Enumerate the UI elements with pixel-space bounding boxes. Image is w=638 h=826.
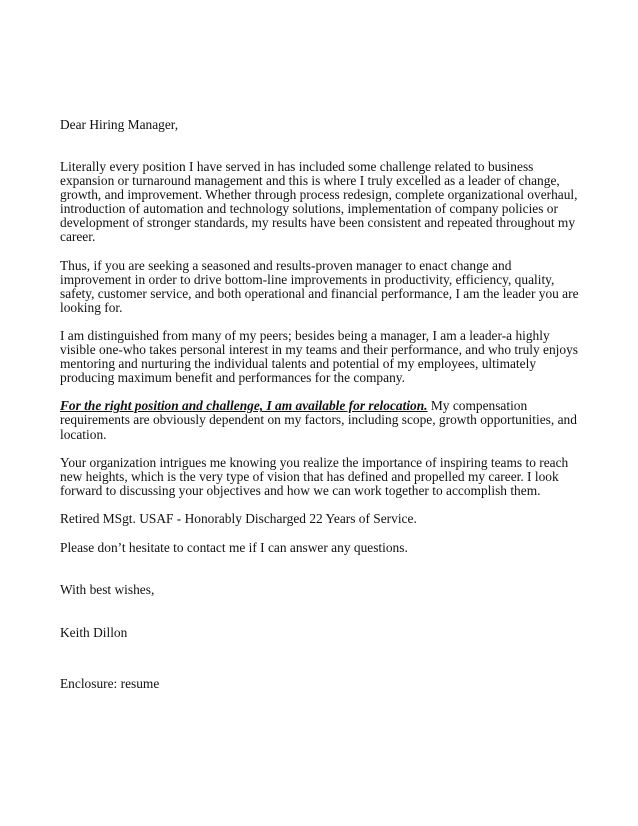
relocation-text: My compensation requirements are obviously dependent on my factors, including scope, growth opportunities, and location.	[60, 398, 577, 442]
service-line: Retired MSgt. USAF - Honorably Discharged 22 Years of Service.	[60, 510, 417, 526]
paragraph-seeking-manager: Thus, if you are seeking a seasoned and results-proven manager to enact change and improvement in order to drive bottom-line improvements in productivity, efficiency, quality, safety, customer service, and both operational and financial performance, I am the leader you are looking for.	[60, 257, 579, 315]
relocation-emphasis: For the right position and challenge, I am available for relocation.	[60, 398, 428, 414]
closing: With best wishes,	[60, 581, 155, 597]
letter-body	[60, 118, 580, 640]
enclosure-note: Enclosure: resume	[60, 676, 160, 691]
paragraph-distinguished: I am distinguished from many of my peers; besides being a manager, I am a leader-a highly visible one-who takes personal interest in my teams and their performance, and who truly enjoys mentoring and nurturing the individual talents and potential of my employees, ultimately producing maximum benefit and performances for the company.	[60, 327, 578, 386]
signature-name: Keith Dillon	[60, 624, 128, 640]
paragraph-relocation	[60, 399, 580, 441]
paragraph-organization: Your organization intrigues me knowing you realize the importance of inspiring teams to reach new heights, which is the very type of vision that has defined and propelled my career. I look forward to discussing your objectives and how we can work together to accomplish them.	[60, 454, 569, 498]
contact-line: Please don’t hesitate to contact me if I can answer any questions.	[60, 539, 408, 555]
paragraph-expansion: Literally every position I have served in has included some challenge related to business expansion or turnaround management and this is where I truly excelled as a leader of change, growth, and improvement. Whether through process redesign, complete organizational overhaul, introduction of automation and technology solutions, implementation of company policies or development of stronger standards, my results have been consistent and repeated throughout my career.	[60, 159, 578, 245]
salutation: Dear Hiring Manager,	[60, 117, 179, 132]
